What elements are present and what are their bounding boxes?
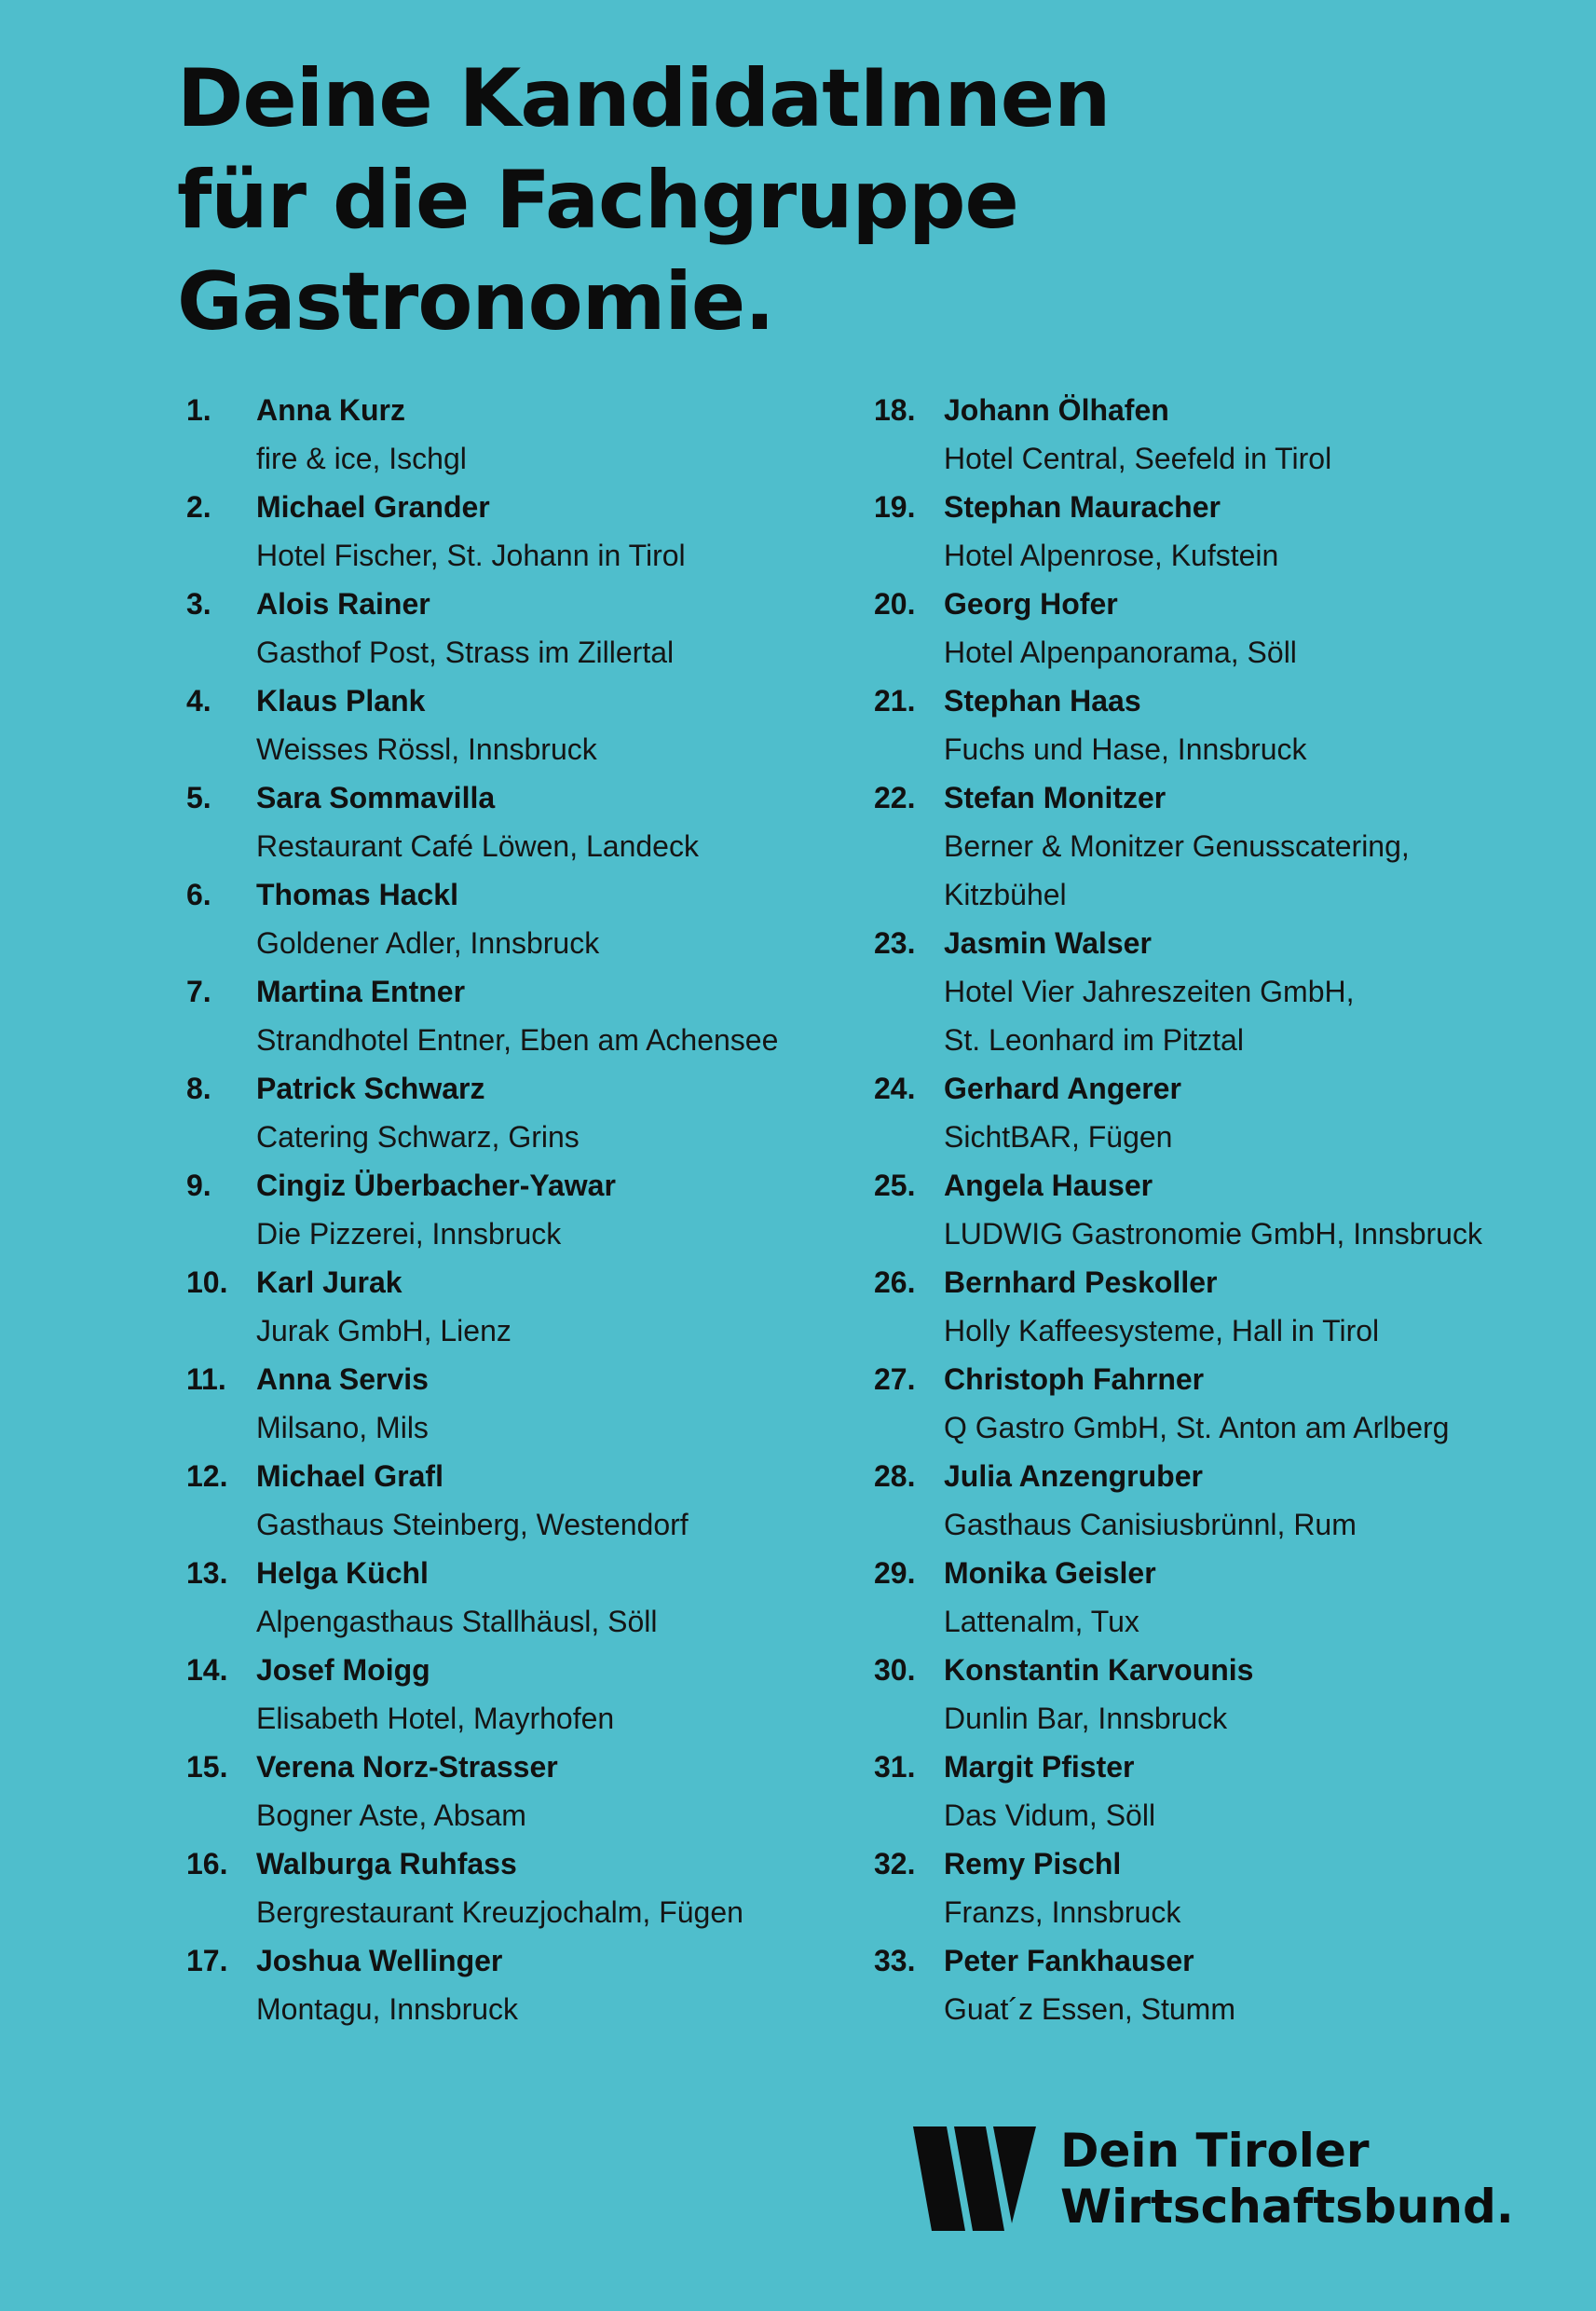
candidate-number: 25. bbox=[874, 1169, 916, 1202]
candidate-entry bbox=[874, 1936, 1554, 2033]
candidate-name: Johann Ölhafen bbox=[944, 393, 1169, 427]
candidate-details bbox=[256, 1936, 866, 2033]
candidate-name: Sara Sommavilla bbox=[256, 781, 496, 814]
candidate-organization: Montagu, Innsbruck bbox=[256, 1992, 519, 2026]
candidate-entry bbox=[874, 1549, 1554, 1646]
candidate-organization: Alpengasthaus Stallhäusl, Söll bbox=[256, 1605, 658, 1638]
candidate-details bbox=[256, 967, 866, 1064]
candidate-name: Stephan Mauracher bbox=[944, 490, 1221, 524]
candidate-name: Gerhard Angerer bbox=[944, 1072, 1181, 1105]
candidate-name: Remy Pischl bbox=[944, 1847, 1122, 1880]
candidate-number: 4. bbox=[186, 684, 211, 718]
candidate-details bbox=[944, 386, 1554, 483]
candidate-organization: Gasthaus Canisiusbrünnl, Rum bbox=[944, 1508, 1357, 1541]
candidate-details bbox=[256, 1452, 866, 1549]
candidate-entry bbox=[186, 580, 866, 677]
candidate-details bbox=[944, 1743, 1554, 1839]
candidate-organization: Catering Schwarz, Grins bbox=[256, 1120, 580, 1154]
candidate-details bbox=[256, 870, 866, 967]
candidate-entry bbox=[874, 1161, 1554, 1258]
candidate-name: Margit Pfister bbox=[944, 1750, 1135, 1784]
candidate-number: 10. bbox=[186, 1265, 228, 1299]
candidate-details bbox=[256, 1743, 866, 1839]
candidate-number: 33. bbox=[874, 1944, 916, 1977]
candidate-entry bbox=[874, 580, 1554, 677]
candidate-number: 23. bbox=[874, 926, 916, 960]
candidate-name: Karl Jurak bbox=[256, 1265, 402, 1299]
candidate-organization: Lattenalm, Tux bbox=[944, 1605, 1139, 1638]
candidate-details bbox=[944, 1646, 1554, 1743]
candidate-name: Helga Küchl bbox=[256, 1556, 429, 1590]
candidate-details bbox=[256, 386, 866, 483]
candidate-details bbox=[944, 1549, 1554, 1646]
candidate-entry bbox=[186, 1355, 866, 1452]
candidate-organization: Bergrestaurant Kreuzjochalm, Fügen bbox=[256, 1895, 743, 1929]
candidate-entry bbox=[874, 773, 1554, 919]
candidate-number: 12. bbox=[186, 1459, 228, 1493]
candidate-name: Stefan Monitzer bbox=[944, 781, 1166, 814]
candidate-number: 3. bbox=[186, 587, 211, 621]
title-line-2: für die Fachgruppe bbox=[177, 154, 1018, 247]
candidate-number: 20. bbox=[874, 587, 916, 621]
candidate-details bbox=[256, 1549, 866, 1646]
candidate-details bbox=[256, 483, 866, 580]
candidate-number: 1. bbox=[186, 393, 211, 427]
candidate-entry bbox=[186, 967, 866, 1064]
candidate-number: 13. bbox=[186, 1556, 228, 1590]
candidate-details bbox=[256, 1161, 866, 1258]
candidate-details bbox=[256, 1839, 866, 1936]
candidate-organization: fire & ice, Ischgl bbox=[256, 442, 467, 475]
candidate-number: 30. bbox=[874, 1653, 916, 1687]
candidate-name: Georg Hofer bbox=[944, 587, 1118, 621]
candidate-details bbox=[944, 1355, 1554, 1452]
candidate-name: Josef Moigg bbox=[256, 1653, 430, 1687]
candidate-entry bbox=[186, 870, 866, 967]
candidate-number: 18. bbox=[874, 393, 916, 427]
candidate-organization: Das Vidum, Söll bbox=[944, 1798, 1156, 1832]
candidate-organization: Franzs, Innsbruck bbox=[944, 1895, 1181, 1929]
candidate-organization: Die Pizzerei, Innsbruck bbox=[256, 1217, 562, 1251]
candidate-entry bbox=[186, 1161, 866, 1258]
candidate-details bbox=[944, 1452, 1554, 1549]
candidate-organization: Dunlin Bar, Innsbruck bbox=[944, 1702, 1228, 1735]
candidate-details bbox=[944, 677, 1554, 773]
candidate-name: Michael Grander bbox=[256, 490, 490, 524]
candidate-organization: Hotel Alpenrose, Kufstein bbox=[944, 539, 1279, 572]
candidate-details bbox=[944, 580, 1554, 677]
candidate-organization: Hotel Vier Jahreszeiten GmbH, bbox=[944, 975, 1355, 1008]
candidate-entry bbox=[186, 1839, 866, 1936]
candidate-name: Thomas Hackl bbox=[256, 878, 458, 911]
candidate-details bbox=[944, 1936, 1554, 2033]
candidate-details bbox=[944, 483, 1554, 580]
candidate-organization: Weisses Rössl, Innsbruck bbox=[256, 732, 597, 766]
candidate-number: 2. bbox=[186, 490, 211, 524]
candidate-entry bbox=[186, 1646, 866, 1743]
candidate-details bbox=[256, 1355, 866, 1452]
candidate-number: 22. bbox=[874, 781, 916, 814]
candidate-number: 5. bbox=[186, 781, 211, 814]
candidate-number: 14. bbox=[186, 1653, 228, 1687]
page-title bbox=[177, 48, 1110, 353]
candidate-details bbox=[944, 1161, 1554, 1258]
candidate-details bbox=[944, 1064, 1554, 1161]
candidate-entry bbox=[186, 386, 866, 483]
candidate-number: 15. bbox=[186, 1750, 228, 1784]
candidate-organization: Goldener Adler, Innsbruck bbox=[256, 926, 600, 960]
candidate-entry bbox=[874, 1646, 1554, 1743]
candidate-organization: Gasthof Post, Strass im Zillertal bbox=[256, 636, 675, 669]
candidate-organization: Hotel Central, Seefeld in Tirol bbox=[944, 442, 1332, 475]
candidate-number: 26. bbox=[874, 1265, 916, 1299]
candidate-name: Joshua Wellinger bbox=[256, 1944, 503, 1977]
candidate-organization: Hotel Alpenpanorama, Söll bbox=[944, 636, 1297, 669]
candidate-name: Martina Entner bbox=[256, 975, 466, 1008]
candidate-organization: St. Leonhard im Pitztal bbox=[944, 1023, 1244, 1057]
candidate-name: Cingiz Überbacher-Yawar bbox=[256, 1169, 616, 1202]
candidate-organization: Berner & Monitzer Genusscatering, bbox=[944, 829, 1410, 863]
candidate-name: Anna Kurz bbox=[256, 393, 405, 427]
candidate-entry bbox=[874, 1452, 1554, 1549]
candidate-details bbox=[256, 1258, 866, 1355]
candidate-organization: Hotel Fischer, St. Johann in Tirol bbox=[256, 539, 686, 572]
candidate-name: Michael Grafl bbox=[256, 1459, 443, 1493]
candidate-name: Peter Fankhauser bbox=[944, 1944, 1194, 1977]
title-line-1: Deine KandidatInnen bbox=[177, 52, 1111, 145]
candidate-details bbox=[944, 919, 1554, 1064]
candidate-organization: Milsano, Mils bbox=[256, 1411, 429, 1444]
candidate-number: 11. bbox=[186, 1362, 226, 1396]
candidate-number: 6. bbox=[186, 878, 211, 911]
candidate-entry bbox=[186, 1452, 866, 1549]
candidate-entry bbox=[874, 1258, 1554, 1355]
candidate-organization: Holly Kaffeesysteme, Hall in Tirol bbox=[944, 1314, 1380, 1347]
candidate-entry bbox=[874, 1743, 1554, 1839]
candidate-name: Bernhard Peskoller bbox=[944, 1265, 1218, 1299]
candidate-entry bbox=[874, 677, 1554, 773]
candidate-organization: Kitzbühel bbox=[944, 878, 1067, 911]
candidate-entry bbox=[874, 1839, 1554, 1936]
candidate-entry bbox=[186, 483, 866, 580]
candidate-name: Konstantin Karvounis bbox=[944, 1653, 1254, 1687]
candidate-number: 29. bbox=[874, 1556, 916, 1590]
candidate-organization: Restaurant Café Löwen, Landeck bbox=[256, 829, 699, 863]
candidate-organization: Elisabeth Hotel, Mayrhofen bbox=[256, 1702, 615, 1735]
candidate-entry bbox=[186, 1936, 866, 2033]
candidate-organization: Q Gastro GmbH, St. Anton am Arlberg bbox=[944, 1411, 1450, 1444]
candidate-name: Stephan Haas bbox=[944, 684, 1141, 718]
candidate-details bbox=[256, 677, 866, 773]
candidate-name: Angela Hauser bbox=[944, 1169, 1153, 1202]
candidate-number: 19. bbox=[874, 490, 916, 524]
candidate-number: 32. bbox=[874, 1847, 916, 1880]
candidate-list-left bbox=[186, 386, 866, 2033]
candidate-organization: Strandhotel Entner, Eben am Achensee bbox=[256, 1023, 779, 1057]
logo-line-2: Wirtschaftsbund. bbox=[1060, 2180, 1514, 2234]
candidate-organization: Gasthaus Steinberg, Westendorf bbox=[256, 1508, 689, 1541]
wirtschaftsbund-logo bbox=[913, 2123, 1514, 2235]
title-line-3: Gastronomie. bbox=[177, 255, 774, 349]
candidate-number: 16. bbox=[186, 1847, 228, 1880]
candidate-details bbox=[944, 1258, 1554, 1355]
candidate-entry bbox=[186, 1064, 866, 1161]
candidate-number: 9. bbox=[186, 1169, 211, 1202]
candidate-entry bbox=[874, 919, 1554, 1064]
candidate-name: Verena Norz-Strasser bbox=[256, 1750, 558, 1784]
candidate-organization: Guat´z Essen, Stumm bbox=[944, 1992, 1235, 2026]
candidate-number: 21. bbox=[874, 684, 916, 718]
candidate-number: 17. bbox=[186, 1944, 228, 1977]
candidate-entry bbox=[874, 386, 1554, 483]
candidate-details bbox=[944, 1839, 1554, 1936]
candidate-organization: Bogner Aste, Absam bbox=[256, 1798, 526, 1832]
candidate-entry bbox=[186, 773, 866, 870]
candidate-name: Patrick Schwarz bbox=[256, 1072, 485, 1105]
candidate-details bbox=[256, 1064, 866, 1161]
candidate-name: Alois Rainer bbox=[256, 587, 430, 621]
candidate-details bbox=[944, 773, 1554, 919]
candidate-number: 24. bbox=[874, 1072, 916, 1105]
candidate-name: Walburga Ruhfass bbox=[256, 1847, 517, 1880]
candidate-name: Monika Geisler bbox=[944, 1556, 1156, 1590]
candidate-organization: Fuchs und Hase, Innsbruck bbox=[944, 732, 1307, 766]
candidate-name: Jasmin Walser bbox=[944, 926, 1152, 960]
candidate-number: 28. bbox=[874, 1459, 916, 1493]
logo-line-1: Dein Tiroler bbox=[1060, 2124, 1370, 2178]
candidate-organization: SichtBAR, Fügen bbox=[944, 1120, 1173, 1154]
candidate-organization: LUDWIG Gastronomie GmbH, Innsbruck bbox=[944, 1217, 1482, 1251]
candidate-entry bbox=[186, 1549, 866, 1646]
candidate-entry bbox=[186, 1743, 866, 1839]
candidate-details bbox=[256, 1646, 866, 1743]
candidate-entry bbox=[874, 1355, 1554, 1452]
candidate-organization: Jurak GmbH, Lienz bbox=[256, 1314, 512, 1347]
candidate-name: Klaus Plank bbox=[256, 684, 426, 718]
candidate-details bbox=[256, 580, 866, 677]
candidate-name: Anna Servis bbox=[256, 1362, 429, 1396]
candidate-entry bbox=[874, 1064, 1554, 1161]
candidate-entry bbox=[874, 483, 1554, 580]
candidate-number: 8. bbox=[186, 1072, 211, 1105]
candidate-entry bbox=[186, 677, 866, 773]
candidate-entry bbox=[186, 1258, 866, 1355]
candidate-number: 7. bbox=[186, 975, 211, 1008]
candidate-list-right bbox=[874, 386, 1554, 2033]
candidate-name: Christoph Fahrner bbox=[944, 1362, 1205, 1396]
candidate-name: Julia Anzengruber bbox=[944, 1459, 1203, 1493]
candidate-number: 31. bbox=[874, 1750, 916, 1784]
candidate-details bbox=[256, 773, 866, 870]
candidate-number: 27. bbox=[874, 1362, 916, 1396]
logo-wordmark bbox=[1060, 2123, 1514, 2235]
wirtschaftsbund-w-logo-icon bbox=[913, 2126, 1036, 2231]
